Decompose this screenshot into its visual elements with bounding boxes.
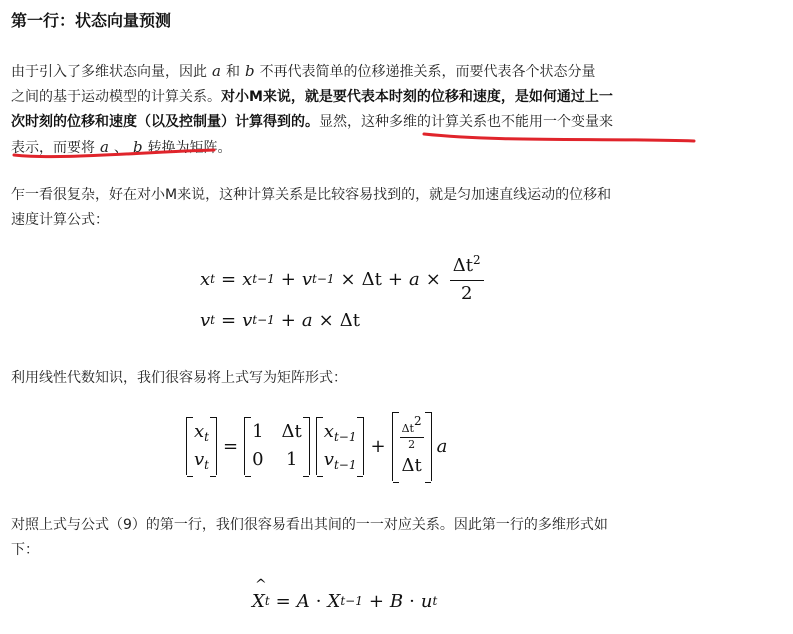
position-equation: x t = x t−1 + v t−1 × Δt + a × $\frac{\Delta t^2}{2}$ <box>200 253 487 305</box>
correspondence-line-2: 下： <box>11 542 39 558</box>
intro-line-3: 次时刻的位移和速度（以及控制量）计算得到的。显然，这种多维的计算关系也不能用一个变量来 <box>11 114 613 130</box>
math-var-b-2: b <box>132 138 143 156</box>
state-vector-t: $x_t$ $v_t$ <box>186 417 217 475</box>
bold-statement-2: 次时刻的位移和速度（以及控制量）计算得到的。 <box>11 114 319 130</box>
math-var-a-2: a <box>100 138 109 156</box>
intro-line-2: 之间的基于运动模型的计算关系。对小M来说，就是要代表本时刻的位移和速度，是如何通过上一 <box>11 89 613 105</box>
state-vector-t-minus-1: $x_{t-1}$ $v_{t-1}$ <box>316 417 365 475</box>
paragraph-intro <box>11 59 711 161</box>
dt-squared-over-2: $\frac{\Delta t^2}{2}$ <box>450 254 484 305</box>
intro-line-1: 由于引入了多维状态向量，因此 a 和 b 不再代表简单的位移递推关系，而要代表各个状态分量 <box>11 62 596 80</box>
math-var-a: a <box>212 62 221 80</box>
math-var-b: b <box>244 62 255 80</box>
paragraph-motion <box>11 183 711 233</box>
velocity-equation: v t = v t−1 + a × Δt <box>200 309 360 331</box>
matrix-equation: $x_t$ $v_t$ = 1 Δt 0 1 $x_{t-1}$ $v_{t-1}$ + $\frac{\Delta t^2}{2}$ Δt a <box>186 410 447 482</box>
control-matrix: $\frac{\Delta t^2}{2}$ Δt <box>392 412 432 481</box>
correspondence-line-1: 对照上式与公式（9）的第一行，我们很容易看出其间的一一对应关系。因此第一行的多维形式如 <box>11 517 608 533</box>
motion-line-2: 速度计算公式： <box>11 212 109 228</box>
state-prediction-equation: ^ X t = A · X t−1 + B · u t <box>252 586 437 616</box>
motion-line-1: 乍一看很复杂，好在对小M来说，这种计算关系是比较容易找到的，就是匀加速直线运动的位移和 <box>11 187 612 203</box>
section-heading: 第一行：状态向量预测 <box>11 11 172 30</box>
transition-matrix: 1 Δt 0 1 <box>244 417 310 475</box>
bold-statement-1: 对小M来说，就是要代表本时刻的位移和速度，是如何通过上一 <box>221 89 613 105</box>
paragraph-linear-algebra: 利用线性代数知识，我们很容易将上式写为矩阵形式： <box>11 370 347 386</box>
kinematic-equations <box>200 253 487 335</box>
paragraph-correspondence <box>11 513 711 563</box>
intro-line-4: 表示，而要将 a 、 b 转换为矩阵。 <box>11 138 232 156</box>
